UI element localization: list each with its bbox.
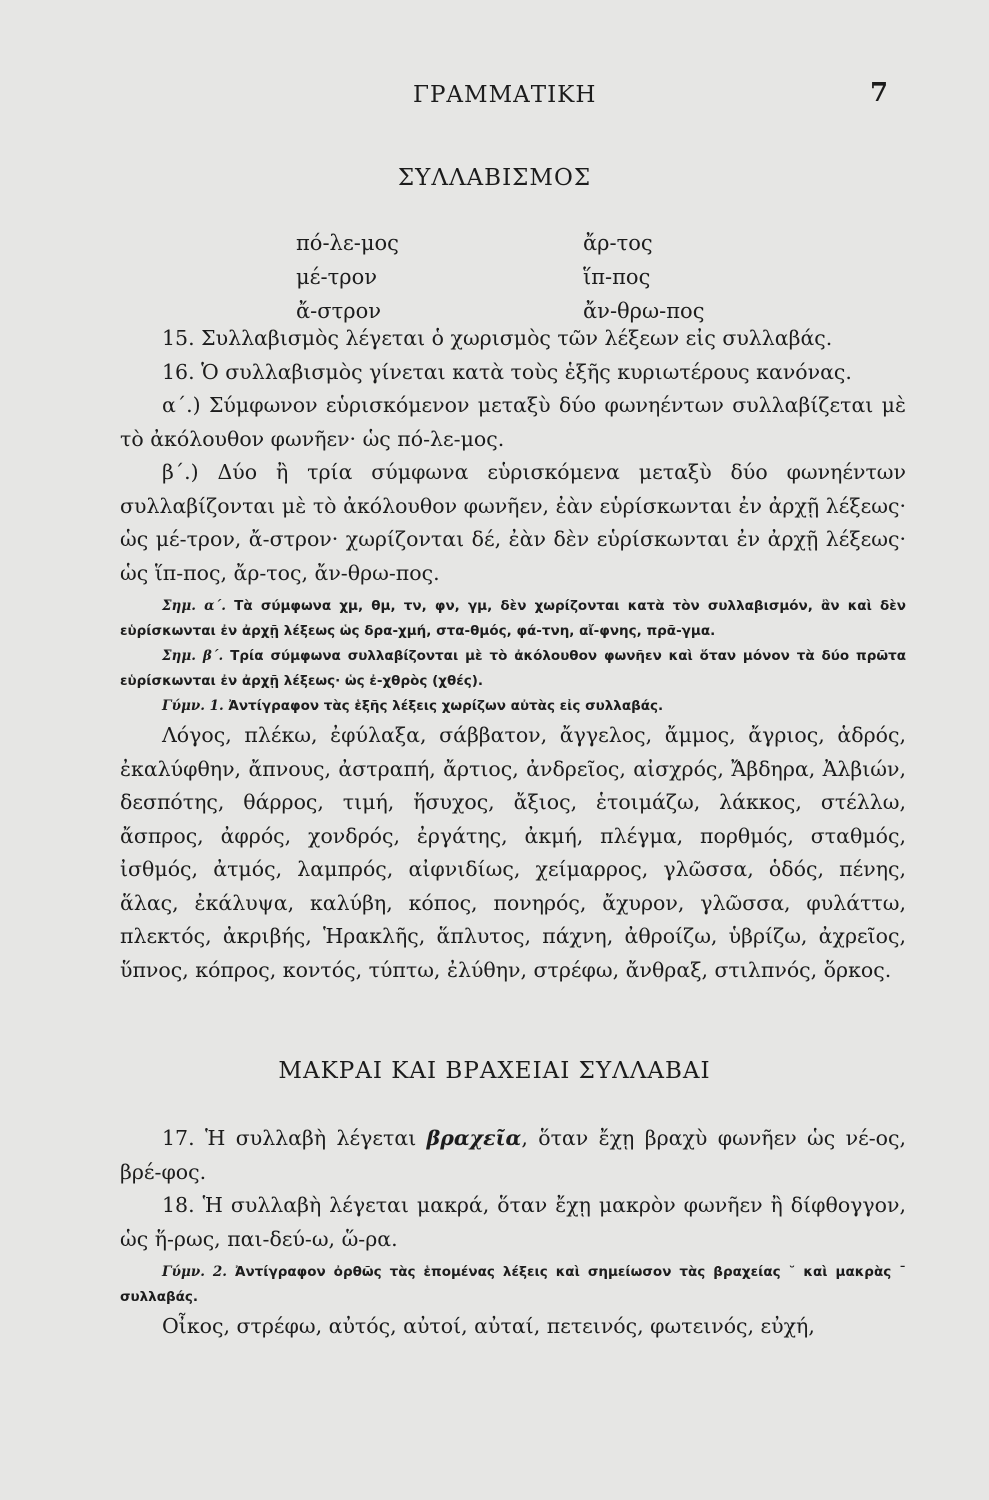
- exercise-2-label: Γύμν. 2.: [162, 1264, 227, 1280]
- note-b-label: Σημ. β΄.: [162, 648, 224, 664]
- note-a-label: Σημ. α΄.: [162, 598, 226, 614]
- section-title-syllabification: ΣΥΛΛΑΒΙΣΜΟΣ: [397, 165, 592, 191]
- note-b: [120, 644, 906, 694]
- syllabification-examples: [296, 228, 736, 327]
- page-header: [0, 78, 989, 118]
- section-title-long-short: ΜΑΚΡΑΙ ΚΑΙ ΒΡΑΧΕΙΑΙ ΣΥΛΛΑΒΑΙ: [278, 1058, 711, 1084]
- rule-a: α΄.) Σύμφωνον εὑρισκόμενον μεταξὺ δύο φωνηέντων συλλαβίζεται μὲ τὸ ἀκόλουθον φωνῆεν· ὡς πό-λε-μος.: [120, 393, 906, 451]
- note-a-text: Τὰ σύμφωνα χμ, θμ, τν, φν, γμ, δὲν χωρίζονται κατὰ τὸν συλλαβισμόν, ἂν καὶ δὲν εὑρίσκωνται ἐν ἀρχῇ λέξεως ὡς δρα-χμή, στα-θμός, φά-τνη, αἴ-φνης, πρᾶ-γμα.: [120, 598, 906, 639]
- page-number: 7: [870, 78, 889, 108]
- rule-b: β΄.) Δύο ἢ τρία σύμφωνα εὑρισκόμενα μεταξὺ δύο φωνηέντων συλλαβίζονται μὲ τὸ ἀκόλουθον φωνῆεν, ἐὰν εὑρίσκωνται ἐν ἀρχῇ λέξεως· ὡς μέ-τρον, ἄ-στρον· χωρίζονται δέ, ἐὰν δὲν εὑρίσκωνται ἐν ἀρχῇ λέξεως· ὡς ἵπ-πος, ἄρ-τος, ἄν-θρω-πος.: [120, 460, 906, 585]
- section1-body: [120, 322, 906, 987]
- exercise-1-text: Ἀντίγραφον τὰς ἑξῆς λέξεις χωρίζων αὐτὰς εἰς συλλαβάς.: [228, 698, 664, 714]
- term-short: βραχεῖα: [426, 1126, 522, 1150]
- example-left: μέ-τρον: [296, 265, 377, 289]
- example-right: ἄρ-τος: [583, 231, 653, 255]
- paragraph-18: 18. Ἡ συλλαβὴ λέγεται μακρά, ὅταν ἔχῃ μακρὸν φωνῆεν ἢ δίφθογγον, ὡς ἥ-ρως, παι-δεύ-ω, ὥ-ρα.: [120, 1193, 906, 1251]
- example-left: πό-λε-μος: [296, 231, 399, 255]
- paragraph-17: [120, 1122, 906, 1189]
- paragraph-17-start: 17. Ἡ συλλαβὴ λέγεται: [162, 1126, 427, 1150]
- example-right: ἵπ-πος: [583, 265, 651, 289]
- paragraph-15: 15. Συλλαβισμὸς λέγεται ὁ χωρισμὸς τῶν λέξεων εἰς συλλαβάς.: [162, 326, 833, 350]
- exercise-1-words: Λόγος, πλέκω, ἐφύλαξα, σάββατον, ἄγγελος, ἄμμος, ἄγριος, ἁδρός, ἐκαλύφθην, ἄπνους, ἀστραπή, ἄρτιος, ἀνδρεῖος, αἰσχρός, Ἄβδηρα, Ἀλβιών, δεσπότης, θάρρος, τιμή, ἥσυχος, ἄξιος, ἑτοιμάζω, λάκκος, στέλλω, ἄσπρος, ἀφρός, χονδρός, ἐργάτης, ἀκμή, πλέγμα, πορθμός, σταθμός, ἰσθμός, ἀτμός, λαμπρός, αἰφνιδίως, χείμαρρος, γλῶσσα, ὁδός, πένης, ἅλας, ἐκάλυψα, καλύβη, κόπος, πονηρός, ἄχυρον, γλῶσσα, φυλάττω, πλεκτός, ἀκριβής, Ἡρακλῆς, ἅπλυτος, πάχνη, ἀθροίζω, ὑβρίζω, ἀχρεῖος, ὕπνος, κόπρος, κοντός, τύπτω, ἐλύθην, στρέφω, ἄνθραξ, στιλπνός, ὅρκος.: [120, 723, 906, 982]
- example-right: ἄν-θρω-πος: [583, 299, 705, 323]
- paragraph-16: 16. Ὁ συλλαβισμὸς γίνεται κατὰ τοὺς ἑξῆς κυριωτέρους κανόνας.: [162, 359, 852, 384]
- exercise-1: [120, 694, 906, 719]
- exercise-2: [120, 1260, 906, 1310]
- exercise-2-words: Οἶκος, στρέφω, αὐτός, αὐτοί, αὐταί, πετεινός, φωτεινός, εὐχή,: [162, 1314, 815, 1338]
- running-title: ΓΡΑΜΜΑΤΙΚΗ: [413, 82, 597, 108]
- note-a: [120, 594, 906, 644]
- example-left: ἄ-στρον: [296, 299, 381, 323]
- note-b-text: Τρία σύμφωνα συλλαβίζονται μὲ τὸ ἀκόλουθον φωνῆεν καὶ ὅταν μόνον τὰ δύο πρῶτα εὑρίσκωνται ἐν ἀρχῇ λέξεως· ὡς ἐ-χθρὸς (χθές).: [120, 648, 907, 689]
- exercise-2-text: Ἀντίγραφον ὀρθῶς τὰς ἑπομένας λέξεις καὶ σημείωσον τὰς βραχείας ˘ καὶ μακρὰς ¯ συλλαβάς.: [120, 1264, 906, 1305]
- section2-body: [120, 1122, 906, 1344]
- exercise-1-label: Γύμν. 1.: [162, 698, 224, 714]
- paragraph-17-end: , ὅταν ἔχῃ βραχὺ φωνῆεν ὡς νέ-ος, βρέ-φος.: [120, 1126, 906, 1184]
